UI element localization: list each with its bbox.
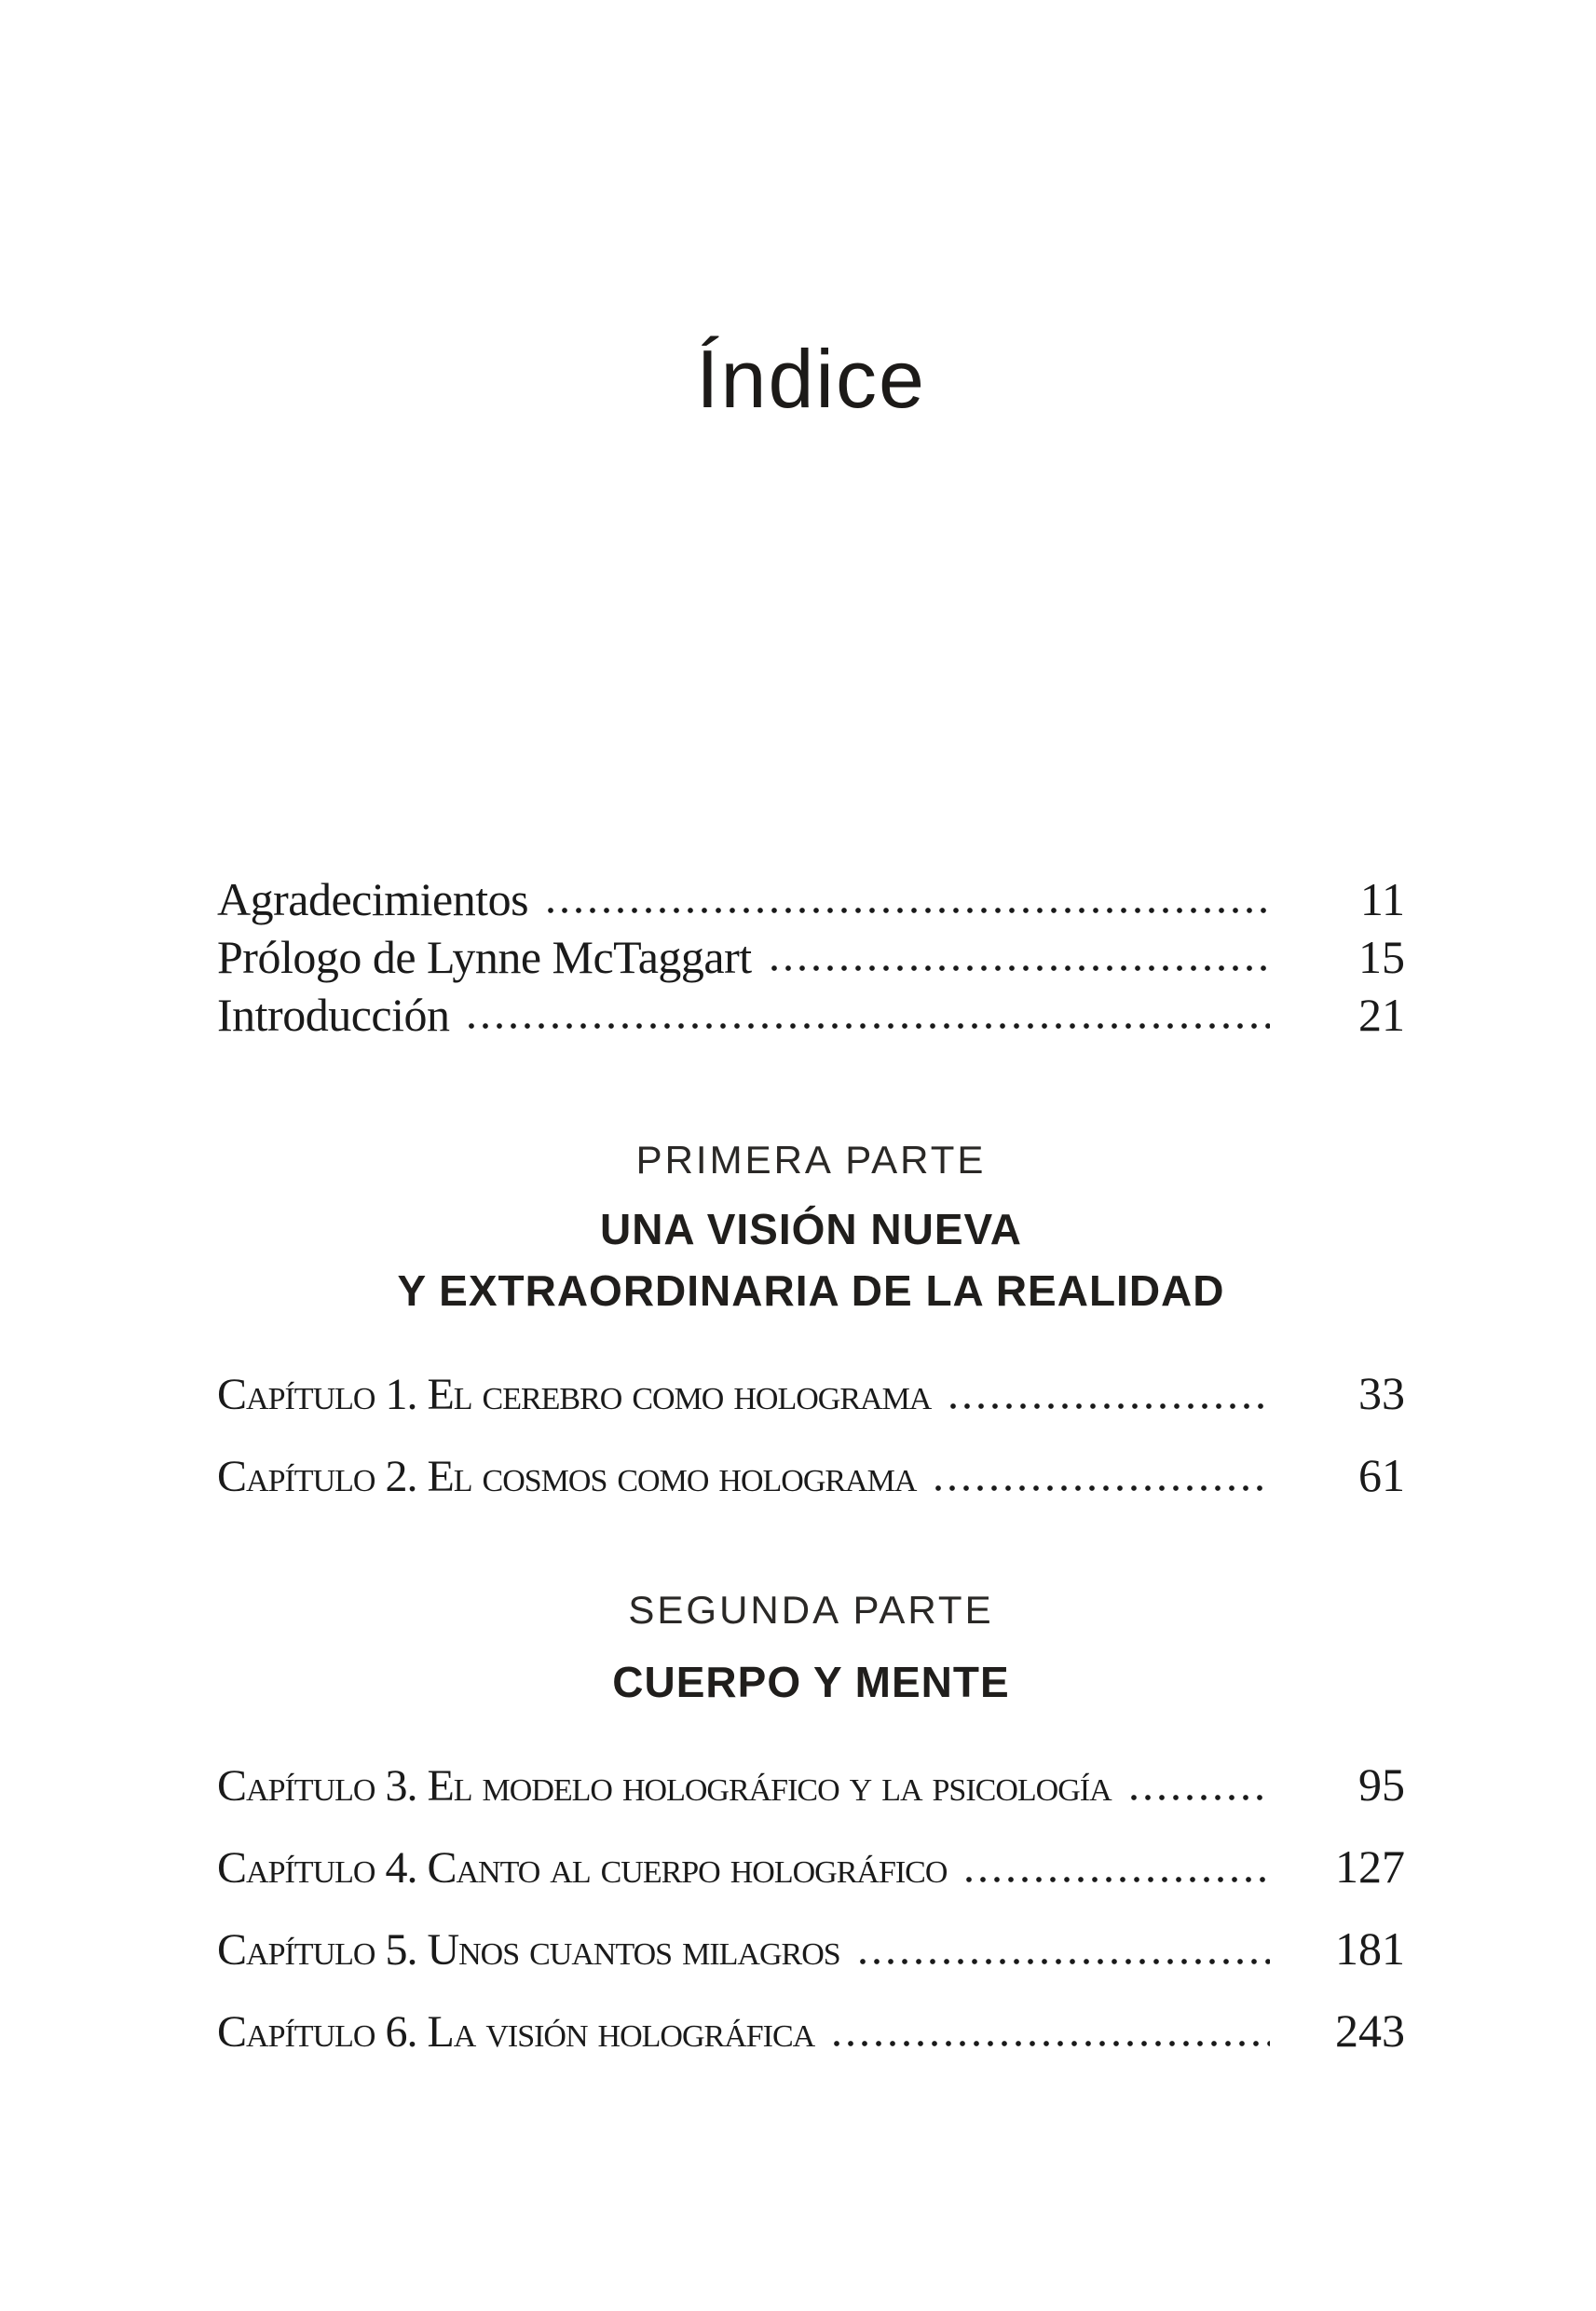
toc-entry-label: Capítulo 2. El cosmos como holograma: [217, 1452, 917, 1501]
toc-page-number: 15: [1358, 931, 1405, 983]
toc-page-number: 33: [1358, 1367, 1405, 1419]
dot-leader: [965, 1875, 1270, 1884]
toc-page-number: 61: [1358, 1449, 1405, 1501]
toc-row: [217, 1838, 1405, 1897]
toc-entry-label: Introducción: [217, 989, 450, 1041]
dot-leader: [859, 1957, 1270, 1966]
toc-entry-label: Prólogo de Lynne McTaggart: [217, 931, 752, 983]
toc-row: [217, 1364, 1405, 1424]
toc-row: [217, 1446, 1405, 1506]
dot-leader: [949, 1402, 1270, 1411]
toc-row: [217, 870, 1405, 928]
toc-entry-label: Capítulo 6. La visión holográfica: [217, 2007, 815, 2057]
toc-row: [217, 2002, 1405, 2061]
toc-page-number: 95: [1358, 1758, 1405, 1811]
toc-entry-label: Agradecimientos: [217, 873, 529, 925]
part1-chapter-list: [217, 1364, 1405, 1506]
toc-page-number: 243: [1335, 2004, 1405, 2057]
toc-page-number: 21: [1358, 989, 1405, 1041]
toc-page-number: 11: [1359, 873, 1405, 925]
toc-entry-label: Capítulo 1. El cerebro como holograma: [217, 1370, 932, 1419]
part-title-line: UNA VISIÓN NUEVA: [599, 1205, 1023, 1253]
toc-row: [217, 1920, 1405, 1979]
toc-entry-label: Capítulo 5. Unos cuantos milagros: [217, 1925, 840, 1975]
part-title-line: Y EXTRAORDINARIA DE LA REALIDAD: [397, 1266, 1225, 1315]
toc-entry-label: Capítulo 3. El modelo holográfico y la psicología: [217, 1761, 1112, 1811]
part2-kicker: SEGUNDA PARTE: [628, 1588, 994, 1632]
dot-leader: [1130, 1793, 1270, 1802]
part1-kicker: PRIMERA PARTE: [635, 1138, 987, 1182]
part1-title: [217, 1198, 1405, 1321]
dot-leader: [934, 1484, 1270, 1493]
part2-title: [217, 1651, 1405, 1713]
part2-chapter-list: [217, 1756, 1405, 2061]
part-title-line: CUERPO Y MENTE: [612, 1658, 1010, 1706]
dot-leader: [547, 906, 1270, 915]
toc-row: [217, 928, 1405, 986]
page-title: Índice: [696, 333, 926, 425]
dot-leader: [468, 1021, 1270, 1031]
front-matter-list: [217, 870, 1405, 1044]
dot-leader: [771, 964, 1270, 973]
toc-page-number: 181: [1335, 1922, 1405, 1975]
dot-leader: [833, 2039, 1270, 2048]
toc-page-number: 127: [1335, 1840, 1405, 1893]
toc-entry-label: Capítulo 4. Canto al cuerpo holográfico: [217, 1843, 948, 1893]
toc-row: [217, 1756, 1405, 1815]
toc-row: [217, 986, 1405, 1044]
